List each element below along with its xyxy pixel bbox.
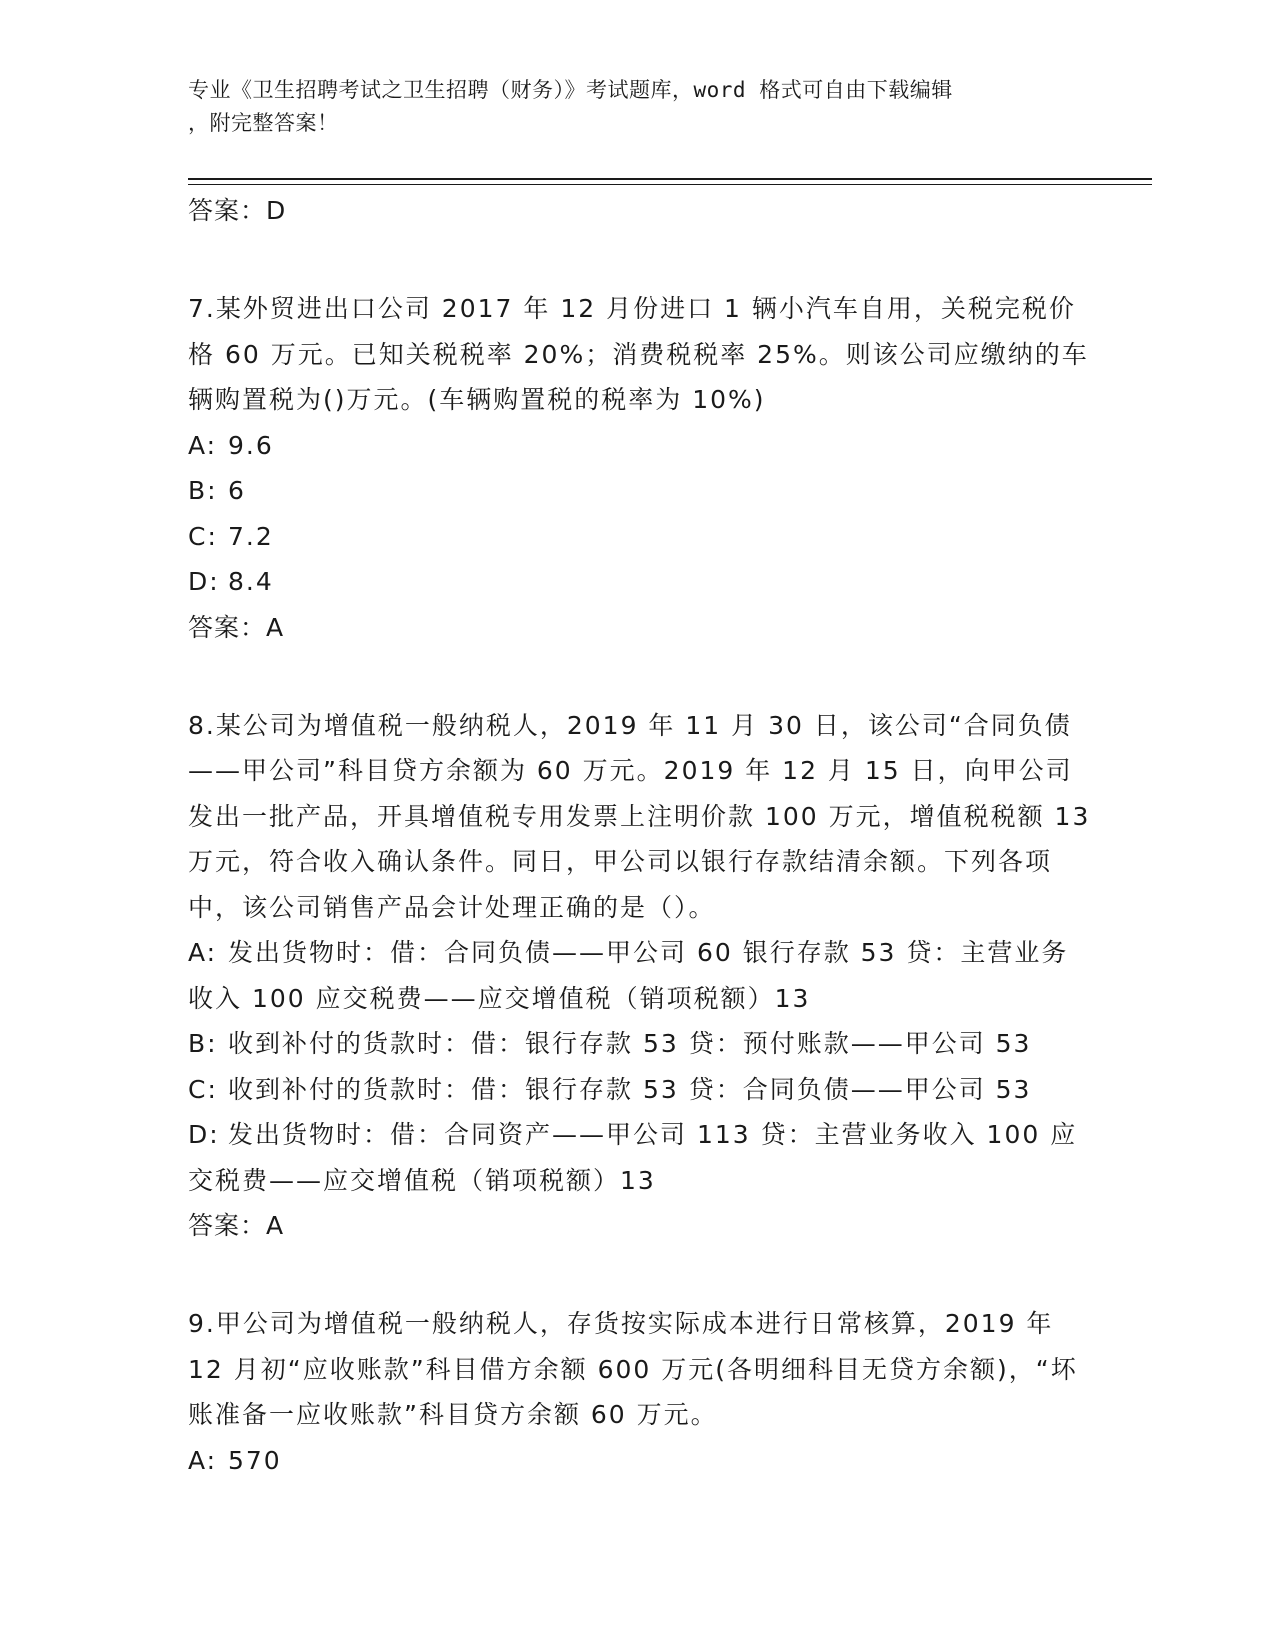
answer-7: 答案：A [188,612,285,642]
option-letter: C: [188,521,218,551]
option-text: 570 [228,1445,282,1475]
option-letter: B: [188,476,218,505]
option-letter: A: [188,1445,218,1475]
spacer [188,651,1093,703]
header-line-2: ，附完整答案！ [188,111,339,135]
option-text: 收到补付的货款时：借：银行存款 53 贷：合同负债——甲公司 53 [228,1074,1032,1104]
option-a [188,1438,1093,1484]
option-text: 发出货物时：借：合同负债——甲公司 60 银行存款 53 贷：主营业务收入 100 应交税费——应交增值税（销项税额）13 [188,938,1069,1013]
option-text: 发出货物时：借：合同资产——甲公司 113 贷：主营业务收入 100 应交税费——应交增值税（销项税额）13 [188,1120,1078,1195]
option-letter: B: [188,1029,218,1058]
header-divider-thick [188,178,1152,180]
question-text: 8.某公司为增值税一般纳税人，2019 年 11 月 30 日，该公司“合同负债——甲公司”科目贷方余额为 60 万元。2019 年 12 月 15 日，向甲公司发出一批产品，开具增值税专用发票上注明价款 100 万元，增值税税额 13 万元，符合收入确认条件。同日，甲公司以银行存款结清余额。下列各项中，该公司销售产品会计处理正确的是（）。 [188,710,1091,922]
header-line-1: 专业《卫生招聘考试之卫生招聘（财务）》考试题库，word 格式可自由下载编辑 [188,78,953,102]
option-a [188,930,1093,1021]
option-b [188,468,1093,514]
question-9 [188,1301,1093,1483]
option-letter: C: [188,1074,218,1104]
option-c [188,1067,1093,1113]
option-b [188,1021,1093,1067]
spacer [188,234,1093,286]
option-d [188,559,1093,605]
option-a [188,423,1093,469]
option-c [188,514,1093,560]
question-7 [188,286,1093,651]
option-text: 6 [228,476,246,505]
question-8 [188,703,1093,1250]
option-text: 8.4 [228,567,274,596]
option-text: 9.6 [228,430,274,460]
previous-answer: 答案：D [188,196,287,225]
option-letter: D: [188,1120,220,1149]
question-text: 9.甲公司为增值税一般纳税人，存货按实际成本进行日常核算，2019 年 12 月初“应收账款”科目借方余额 600 万元(各明细科目无贷方余额)，“坏账准备一应收账款”科目贷方余额 60 万元。 [188,1309,1078,1429]
answer-8: 答案：A [188,1211,285,1240]
option-text: 7.2 [228,521,274,551]
spacer [188,1249,1093,1301]
option-d [188,1112,1093,1203]
header-divider-thin [188,184,1152,185]
page-header [188,74,1068,140]
option-letter: D: [188,567,220,596]
option-letter: A: [188,430,218,460]
option-letter: A: [188,938,218,967]
question-list [188,188,1093,1483]
option-text: 收到补付的货款时：借：银行存款 53 贷：预付账款——甲公司 53 [228,1029,1032,1058]
question-text: 7.某外贸进出口公司 2017 年 12 月份进口 1 辆小汽车自用，关税完税价格 60 万元。已知关税税率 20%；消费税税率 25%。则该公司应缴纳的车辆购置税为()万元。(车辆购置税的税率为 10%) [188,294,1089,414]
